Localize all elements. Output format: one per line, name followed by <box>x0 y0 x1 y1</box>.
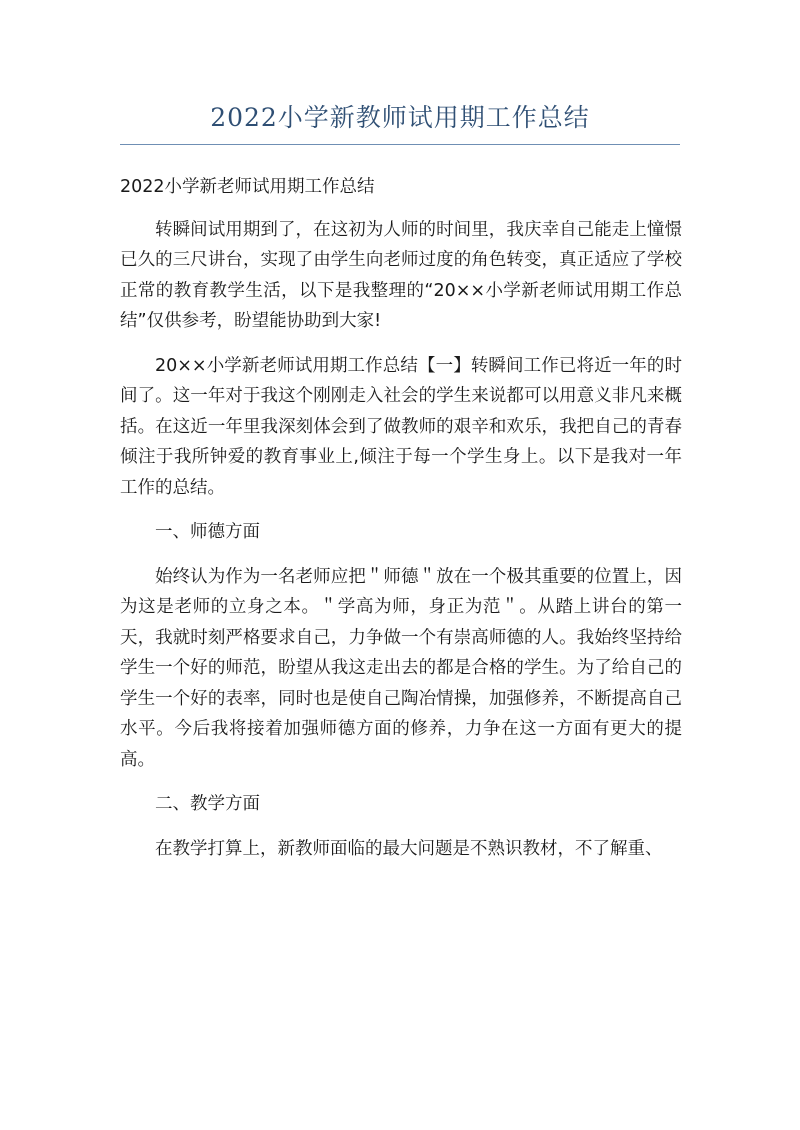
paragraph-intro: 转瞬间试用期到了，在这初为人师的时间里，我庆幸自己能走上憧憬已久的三尺讲台，实现了由学生向老师过度的角色转变，真正适应了学校正常的教育教学生活，以下是我整理的“20××小学新老师试用期工作总结”仅供参考，盼望能协助到大家! <box>120 219 682 331</box>
paragraph-teaching: 在教学打算上，新教师面临的最大问题是不熟识教材，不了解重、 <box>155 838 663 859</box>
title-divider <box>120 144 680 145</box>
document-title: 2022小学新教师试用期工作总结 <box>210 103 590 132</box>
document-body <box>120 172 682 878</box>
paragraph-ethics: 始终认为作为一名老师应把＂师德＂放在一个极其重要的位置上，因为这是老师的立身之本。＂学高为师，身正为范＂。从踏上讲台的第一天，我就时刻严格要求自己，力争做一个有崇高师德的人。我始终坚持给学生一个好的师范，盼望从我这走出去的都是合格的学生。为了给自己的学生一个好的表率，同时也是使自己陶冶情操，加强修养，不断提高自己水平。今后我将接着加强师德方面的修养，力争在这一方面有更大的提高。 <box>120 566 682 770</box>
section-heading-ethics: 一、师德方面 <box>155 522 260 542</box>
paragraph-summary: 20××小学新老师试用期工作总结【一】转瞬间工作已将近一年的时间了。这一年对于我这个刚刚走入社会的学生来说都可以用意义非凡来概括。在这近一年里我深刻体会到了做教师的艰辛和欢乐，我把自己的青春倾注于我所钟爱的教育事业上,倾注于每一个学生身上。以下是我对一年工作的总结。 <box>120 355 682 498</box>
document-subtitle: 2022小学新老师试用期工作总结 <box>120 177 375 197</box>
section-heading-teaching: 二、教学方面 <box>155 794 260 814</box>
